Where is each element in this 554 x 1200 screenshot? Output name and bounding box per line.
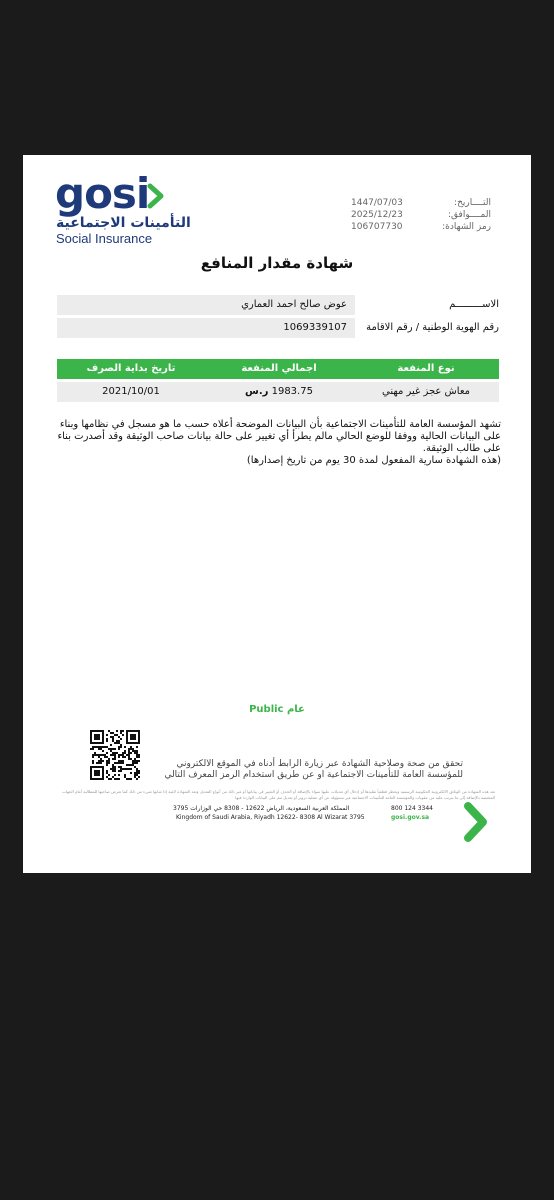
header-benefit-total: اجمالي المنفعة — [241, 363, 317, 374]
footer-phone: 800 124 3344 — [391, 805, 433, 812]
logo-chevron-icon — [145, 183, 167, 209]
meta-date-label: التــــاريخ: — [454, 198, 491, 208]
cell-benefit-amount — [205, 382, 353, 402]
validity-note: (هذه الشهادة سارية المفعول لمدة 30 يوم من تاريخ إصدارها) — [246, 455, 501, 466]
cell-start-date: 2021/10/01 — [102, 386, 160, 397]
id-value-cell — [57, 318, 355, 338]
logo-english-name: Social Insurance — [56, 231, 153, 246]
legal-disclaimer: تعد هذه الشهادة من الوثائق الالكترونية الحكومية الرسمية ويحظر قطعياً تقليدها أو إدخال أي تعديلات عليها سواء بالإضافة أو الحذف أو التغيير في بياناتها أو غير ذلك من أنواع التعديل وتعد الشهادة لاغية إذا شابها شيء من ذلك كما تعرض صاحبها للمطالبة أمام الجهات المختصة بالإضافة إلى ما يترتب عليه من عقوبات والمؤسسة العامة للتأمينات الاجتماعية غير مسؤولة عن أي عملية تزوير أو تعديل تتم على البيانات الواردة فيها — [61, 789, 495, 800]
meta-certificate-code — [351, 222, 491, 232]
meta-date-value: 1447/07/03 — [351, 198, 403, 208]
cell-benefit-type: معاش عجز غير مهني — [382, 386, 470, 397]
meta-cert-value: 106707730 — [351, 222, 403, 232]
logo-arabic-name: التأمينات الاجتماعية — [56, 215, 191, 231]
header-benefit-type: نوع المنفعة — [397, 363, 455, 374]
meta-hijri-date — [351, 198, 491, 208]
benefit-table-header — [57, 359, 499, 379]
name-label: الاســـــــــم — [449, 299, 499, 310]
meta-gregorian-label: المــــوافق: — [448, 210, 491, 220]
footer-address-arabic: المملكة العربية السعودية، الرياض 12622 - 8308 حي الوزارات 3795 — [173, 805, 350, 812]
id-value: 1069339107 — [283, 322, 347, 333]
meta-gregorian-value: 2025/12/23 — [351, 210, 403, 220]
certificate-statement — [49, 419, 501, 467]
certificate-document — [23, 155, 531, 873]
gosi-logo-wordmark: gosi — [55, 169, 150, 218]
header-start-date: تاريخ بداية الصرف — [86, 363, 176, 374]
classification-label: Public عام — [249, 704, 305, 715]
meta-cert-label: رمز الشهادة: — [442, 222, 491, 232]
qr-code-icon — [89, 729, 141, 781]
meta-gregorian-date — [351, 210, 491, 220]
amount-value: 1983.75 — [271, 386, 313, 397]
name-value-cell — [57, 295, 355, 315]
name-value: عوض صالح احمد العماري — [241, 299, 347, 310]
id-label: رقم الهوية الوطنية / رقم الاقامة — [366, 322, 499, 333]
table-row — [57, 382, 499, 402]
footer-address-english: Kingdom of Saudi Arabia, Riyadh 12622- 8308 Al Wizarat 3795 — [176, 814, 365, 821]
verify-instructions: تحقق من صحة وصلاحية الشهادة عبر زيارة الرابط أدناه في الموقع الالكتروني للمؤسسة العامة للتأمينات الاجتماعية او عن طريق استخدام الرمز المعرف التالي — [164, 759, 463, 780]
currency-symbol: ر.س — [245, 386, 269, 397]
footer-chevron-icon — [461, 801, 491, 843]
page-title: شهادة مقدار المنافع — [200, 254, 354, 272]
statement-text: تشهد المؤسسة العامة للتأمينات الاجتماعية بأن البيانات الموضحة أعلاه حسب ما هو مسجل في نظامها وبناء على البيانات الحالية ووفقا للوضع الحالي مالم يطرأ أي تغيير على حالة بيانات صاحب الوثيقة وقد أصدرت بناء على طالب الوثيقة. — [57, 419, 501, 454]
footer-website-link[interactable]: gosi.gov.sa — [391, 814, 430, 821]
